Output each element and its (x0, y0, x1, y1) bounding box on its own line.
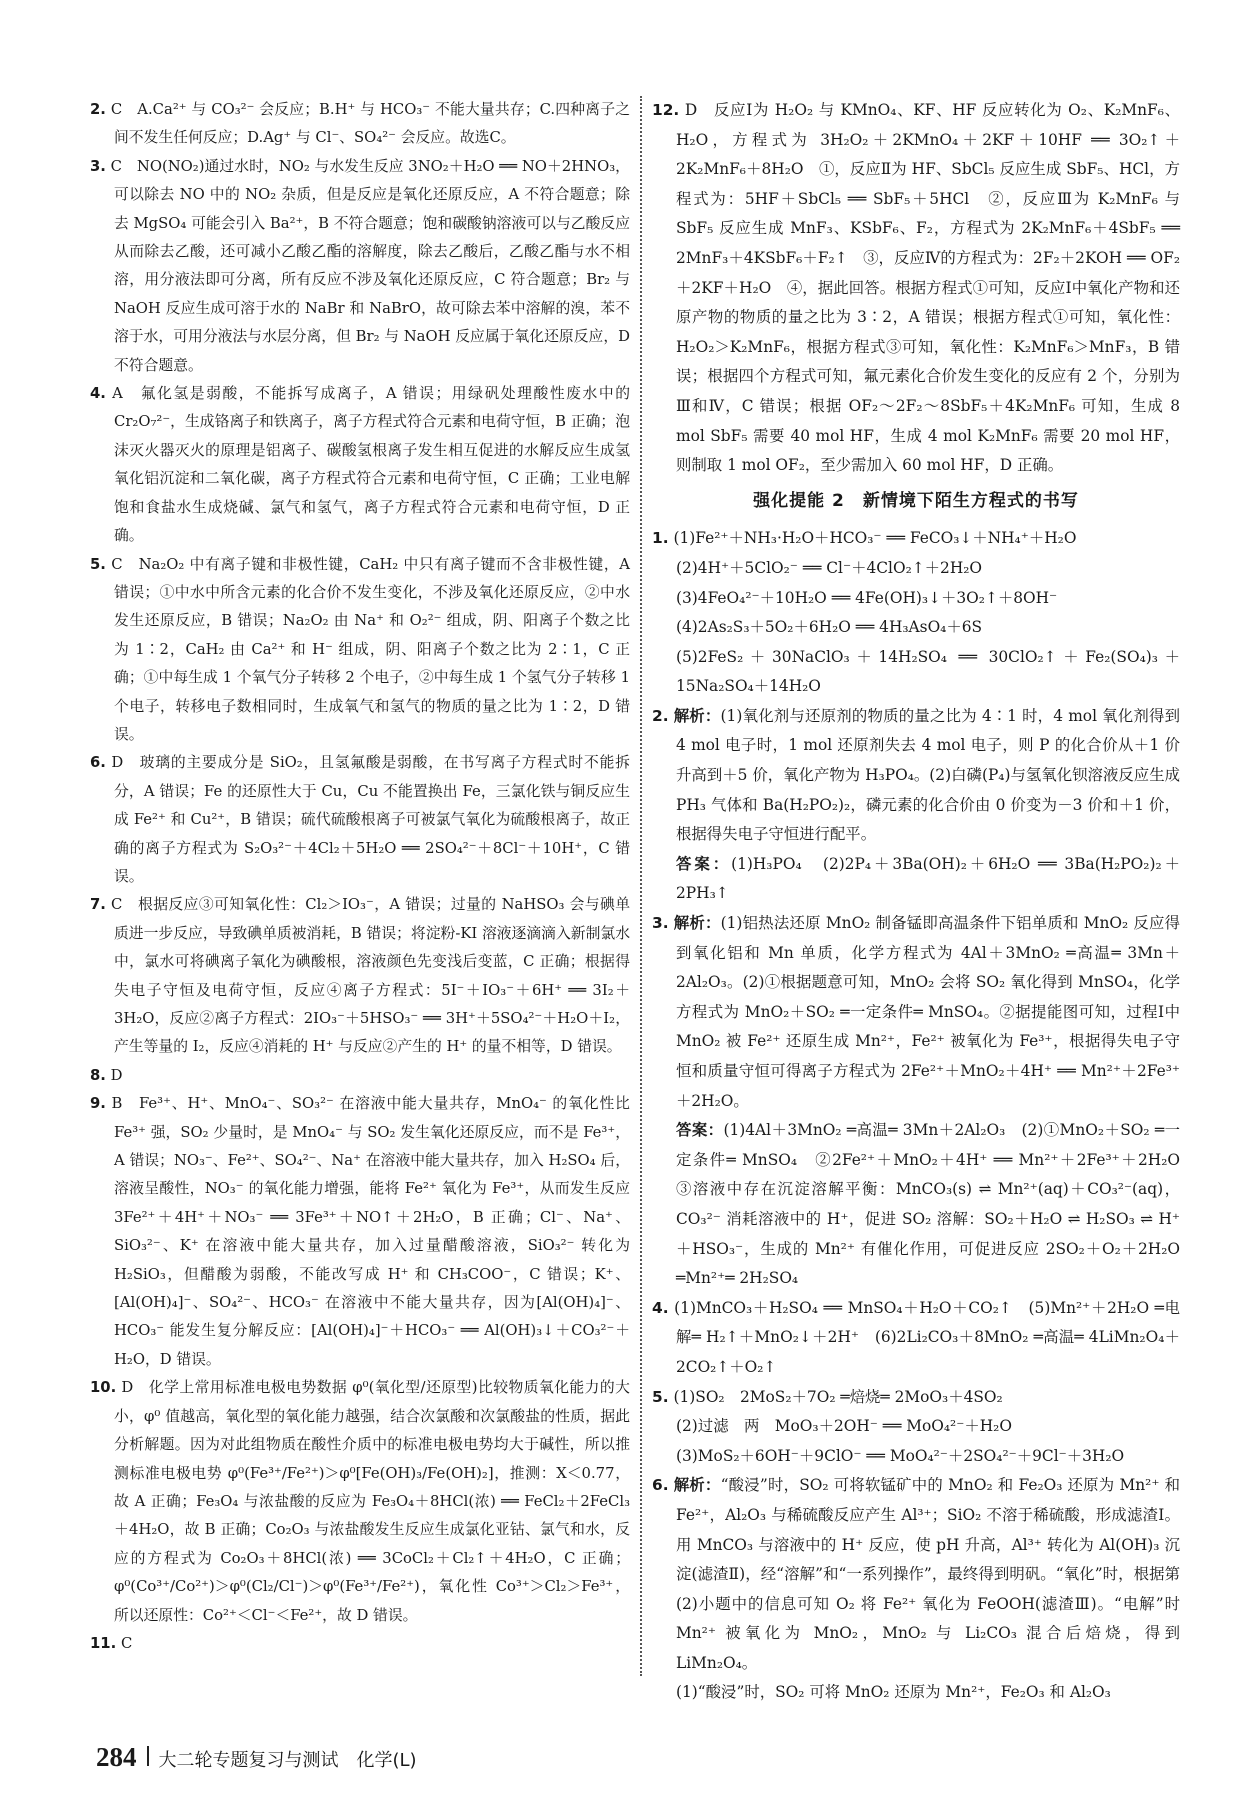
answer-item: 2. C A.Ca²⁺ 与 CO₃²⁻ 会反应；B.H⁺ 与 HCO₃⁻ 不能大量共存；C.四种离子之间不发生任何反应；D.Ag⁺ 与 Cl⁻、SO₄²⁻ 会反应。故选C。 (90, 101, 630, 147)
page-footer (96, 1742, 417, 1773)
answer-line: 答案：(1)H₃PO₄ (2)2P₄＋3Ba(OH)₂＋6H₂O ══ 3Ba(H₂PO₂)₂＋2PH₃↑ (676, 854, 1180, 903)
answer-line: (5)2FeS₂＋30NaClO₃＋14H₂SO₄ ══ 30ClO₂↑＋Fe₂(SO₄)₃＋15Na₂SO₄＋14H₂O (676, 647, 1180, 696)
book-title: 大二轮专题复习与测试 化学(L) (158, 1750, 417, 1771)
footer-separator (147, 1746, 149, 1766)
answer-line: (2)4H⁺＋5ClO₂⁻ ══ Cl⁻＋4ClO₂↑＋2H₂O (676, 558, 983, 577)
section-title: 强化提能 2 新情境下陌生方程式的书写 (753, 490, 1079, 511)
answer-item: 8. D (90, 1066, 123, 1084)
answer-line: (4)2As₂S₃＋5O₂＋6H₂O ══ 4H₃AsO₄＋6S (676, 618, 983, 637)
answer-line: (2)过滤 两 MoO₃＋2OH⁻ ══ MoO₄²⁻＋H₂O (676, 1417, 1012, 1436)
answer-line: (1)“酸浸”时，SO₂ 可将 MnO₂ 还原为 Mn²⁺，Fe₂O₃ 和 Al₂O₃ (676, 1683, 1111, 1702)
answer-item: 9. B Fe³⁺、H⁺、MnO₄⁻、SO₃²⁻ 在溶液中能大量共存，MnO₄⁻ 的氧化性比 Fe³⁺ 强，SO₂ 少量时，是 MnO₄⁻ 与 SO₂ 发生氧化还原反应，而不是 Fe³⁺，A 错误；NO₃⁻、Fe²⁺、SO₄²⁻、Na⁺ 在溶液中能大量共存，加入 H₂SO₄ 后，溶液呈酸性，NO₃⁻ 的氧化能力增强，能将 Fe²⁺ 氧化为 Fe³⁺，从而发生反应 3Fe²⁺＋4H⁺＋NO₃⁻ ══ 3Fe³⁺＋NO↑＋2H₂O，B 正确；Cl⁻、Na⁺、SiO₃²⁻、K⁺ 在溶液中能大量共存，加入过量醋酸溶液，SiO₃²⁻ 转化为 H₂SiO₃，但醋酸为弱酸，不能改写成 H⁺ 和 CH₃COO⁻，C 错误；K⁺、[Al(OH)₄]⁻、SO₄²⁻、HCO₃⁻ 在溶液中不能大量共存，因为[Al(OH)₄]⁻、HCO₃⁻ 能发生复分解反应：[Al(OH)₄]⁻＋HCO₃⁻ ══ Al(OH)₃↓＋CO₃²⁻＋H₂O，D 错误。 (90, 1095, 630, 1368)
answer-item-2: 2. 解析：(1)氧化剂与还原剂的物质的量之比为 4∶1 时，4 mol 氧化剂得到 4 mol 电子时，1 mol 还原剂失去 4 mol 电子，则 P 的化合价从＋1 价升高到＋5 价，氧化产物为 H₃PO₄。(2)白磷(P₄)与氢氧化钡溶液反应生成 PH₃ 气体和 Ba(H₂PO₂)₂，磷元素的化合价由 0 价变为－3 价和＋1 价，根据得失电子守恒进行配平。 (652, 706, 1180, 844)
answer-line: (3)4FeO₄²⁻＋10H₂O ══ 4Fe(OH)₃↓＋3O₂↑＋8OH⁻ (676, 588, 1058, 607)
answer-item: 10. D 化学上常用标准电极电势数据 φ⁰(氧化型/还原型)比较物质氧化能力的大小，φ⁰ 值越高，氧化型的氧化能力越强，结合次氯酸和次氯酸盐的性质，据此分析解题。因为对此组物质在酸性介质中的标准电极电势均大于碱性，所以推测标准电极电势 φ⁰(Fe³⁺/Fe²⁺)＞φ⁰[Fe(OH)₃/Fe(OH)₂]，推测：X＜0.77，故 A 正确；Fe₃O₄ 与浓盐酸的反应为 Fe₃O₄＋8HCl(浓) ══ FeCl₂＋2FeCl₃＋4H₂O，故 B 正确；Co₂O₃ 与浓盐酸发生反应生成氯化亚钴、氯气和水，反应的方程式为 Co₂O₃＋8HCl(浓) ══ 3CoCl₂＋Cl₂↑＋4H₂O，C 正确；φ⁰(Co³⁺/Co²⁺)＞φ⁰(Cl₂/Cl⁻)＞φ⁰(Fe³⁺/Fe²⁺)，氧化性 Co³⁺＞Cl₂＞Fe³⁺，所以还原性：Co²⁺＜Cl⁻＜Fe²⁺，故 D 错误。 (90, 1379, 630, 1624)
answer-item-3: 3. 解析：(1)铝热法还原 MnO₂ 制备锰即高温条件下铝单质和 MnO₂ 反应得到氧化铝和 Mn 单质，化学方程式为 4Al＋3MnO₂ ═高温═ 3Mn＋2Al₂O₃。(2)①根据题意可知，MnO₂ 会将 SO₂ 氧化得到 MnSO₄，化学方程式为 MnO₂＋SO₂ ═一定条件═ MnSO₄。②据提能图可知，过程Ⅰ中 MnO₂ 被 Fe²⁺ 还原生成 Mn²⁺，Fe²⁺ 被氧化为 Fe³⁺，根据得失电子守恒和质量守恒可得离子方程式为 2Fe²⁺＋MnO₂＋4H⁺ ══ Mn²⁺＋2Fe³⁺＋2H₂O。 (652, 914, 1180, 1110)
answer-item: 4. A 氟化氢是弱酸，不能拆写成离子，A 错误；用绿矾处理酸性废水中的 Cr₂O₇²⁻，生成铬离子和铁离子，离子方程式符合元素和电荷守恒，B 正确；泡沫灭火器灭火的原理是铝离子、碳酸氢根离子发生相互促进的水解反应生成氢氧化铝沉淀和二氧化碳，离子方程式符合元素和电荷守恒，C 正确；工业电解饱和食盐水生成烧碱、氯气和氢气，离子方程式符合元素和电荷守恒，D 正确。 (90, 385, 630, 545)
answer-line: (3)MoS₂＋6OH⁻＋9ClO⁻ ══ MoO₄²⁻＋2SO₄²⁻＋9Cl⁻＋3H₂O (676, 1446, 1125, 1465)
answer-item: 3. C NO(NO₂)通过水时，NO₂ 与水发生反应 3NO₂＋H₂O ══ NO＋2HNO₃，可以除去 NO 中的 NO₂ 杂质，但是反应是氧化还原反应，A 不符合题意；除去 MgSO₄ 可能会引入 Ba²⁺，B 不符合题意；饱和碳酸钠溶液可以与乙酸反应从而除去乙酸，还可减小乙酸乙酯的溶解度，除去乙酸后，乙酸乙酯与水不相溶，用分液法即可分离，所有反应不涉及氧化还原反应，C 符合题意；Br₂ 与 NaOH 反应生成可溶于水的 NaBr 和 NaBrO，故可除去苯中溶解的溴，苯不溶于水，可用分液法与水层分离，但 Br₂ 与 NaOH 反应属于氧化还原反应，D 不符合题意。 (90, 157, 630, 374)
answer-item: 6. D 玻璃的主要成分是 SiO₂，且氢氟酸是弱酸，在书写离子方程式时不能拆分，A 错误；Fe 的还原性大于 Cu，Cu 不能置换出 Fe，三氯化铁与铜反应生成 Fe²⁺ 和 Cu²⁺，B 错误；硫代硫酸根离子可被氯气氧化为硫酸根离子，故正确的离子方程式为 S₂O₃²⁻＋4Cl₂＋5H₂O ══ 2SO₄²⁻＋8Cl⁻＋10H⁺，C 错误。 (90, 754, 630, 885)
right-column (652, 96, 1196, 1708)
left-column (90, 96, 630, 1658)
answer-item: 11. C (90, 1634, 133, 1652)
answer-item: 5. C Na₂O₂ 中有离子键和非极性键，CaH₂ 中只有离子键而不含非极性键，A 错误；①中水中所含元素的化合价不发生变化，不涉及氧化还原反应，②中水发生还原反应，B 错误；Na₂O₂ 由 Na⁺ 和 O₂²⁻ 组成，阴、阳离子个数之比为 1∶2，CaH₂ 由 Ca²⁺ 和 H⁻ 组成，阴、阳离子个数之比为 2∶1，C 正确；①中每生成 1 个氧气分子转移 2 个电子，②中每生成 1 个氢气分子转移 1 个电子，转移电子数相同时，生成氧气和氢气的物质的量之比为 1∶2，D 错误。 (90, 555, 630, 743)
answer-item-6: 6. 解析：“酸浸”时，SO₂ 可将软锰矿中的 MnO₂ 和 Fe₂O₃ 还原为 Mn²⁺ 和 Fe²⁺，Al₂O₃ 与稀硫酸反应产生 Al³⁺；SiO₂ 不溶于稀硫酸，形成滤渣Ⅰ。用 MnCO₃ 与溶液中的 H⁺ 反应，使 pH 升高，Al³⁺ 转化为 Al(OH)₃ 沉淀(滤渣Ⅱ)，经“溶解”和“一系列操作”，最终得到明矾。“氧化”时，根据第(2)小题中的信息可知 O₂ 将 Fe²⁺ 氧化为 FeOOH(滤渣Ⅲ)。“电解”时 Mn²⁺ 被氧化为 MnO₂，MnO₂ 与 Li₂CO₃ 混合后焙烧，得到 LiMn₂O₄。 (652, 1476, 1180, 1672)
answer-item-1: 1. (1)Fe²⁺＋NH₃·H₂O＋HCO₃⁻ ══ FeCO₃↓＋NH₄⁺＋H₂O (652, 529, 1077, 548)
page-number: 284 (96, 1742, 137, 1772)
answer-item-12: 12. D 反应Ⅰ为 H₂O₂ 与 KMnO₄、KF、HF 反应转化为 O₂、K₂MnF₆、H₂O，方程式为 3H₂O₂＋2KMnO₄＋2KF＋10HF ══ 3O₂↑＋2K₂MnF₆＋8H₂O ①，反应Ⅱ为 HF、SbCl₅ 反应生成 SbF₅、HCl，方程式为：5HF＋SbCl₅ ══ SbF₅＋5HCl ②，反应Ⅲ为 K₂MnF₆ 与 SbF₅ 反应生成 MnF₃、KSbF₆、F₂，方程式为 2K₂MnF₆＋4SbF₅ ══ 2MnF₃＋4KSbF₆＋F₂↑ ③，反应Ⅳ的方程式为：2F₂＋2KOH ══ OF₂＋2KF＋H₂O ④，据此回答。根据方程式①可知，反应Ⅰ中氧化产物和还原产物的物质的量之比为 3∶2，A 错误；根据方程式①可知，氧化性：H₂O₂＞K₂MnF₆，根据方程式③可知，氧化性：K₂MnF₆＞MnF₃，B 错误；根据四个方程式可知，氟元素化合价发生变化的反应有 2 个，分别为Ⅲ和Ⅳ，C 错误；根据 OF₂～2F₂～8SbF₅＋4K₂MnF₆ 可知，生成 8 mol SbF₅ 需要 40 mol HF，生成 4 mol K₂MnF₆ 需要 20 mol HF，则制取 1 mol OF₂，至少需加入 60 mol HF，D 正确。 (652, 101, 1180, 475)
answer-item-5: 5. (1)SO₂ 2MoS₂＋7O₂ ═焙烧═ 2MoO₃＋4SO₂ (652, 1387, 1003, 1406)
answer-item-4: 4. (1)MnCO₃＋H₂SO₄ ══ MnSO₄＋H₂O＋CO₂↑ (5)Mn²⁺＋2H₂O ═电解═ H₂↑＋MnO₂↓＋2H⁺ (6)2Li₂CO₃＋8MnO₂ ═高温═ 4LiMn₂O₄＋2CO₂↑＋O₂↑ (652, 1298, 1180, 1376)
column-divider (640, 96, 642, 1676)
answer-item: 7. C 根据反应③可知氧化性：Cl₂＞IO₃⁻，A 错误；过量的 NaHSO₃ 会与碘单质进一步反应，导致碘单质被消耗，B 错误；将淀粉-KI 溶液逐滴滴入新制氯水中，氯水可将碘离子氧化为碘酸根，溶液颜色先变浅后变蓝，C 正确；根据得失电子守恒及电荷守恒，反应④离子方程式：5I⁻＋IO₃⁻＋6H⁺ ══ 3I₂＋3H₂O，反应②离子方程式：2IO₃⁻＋5HSO₃⁻ ══ 3H⁺＋5SO₄²⁻＋H₂O＋I₂，产生等量的 I₂，反应④消耗的 H⁺ 与反应②产生的 H⁺ 的量不相等，D 错误。 (90, 896, 630, 1056)
answer-line: 答案：(1)4Al＋3MnO₂ ═高温═ 3Mn＋2Al₂O₃ (2)①MnO₂＋SO₂ ═一定条件═ MnSO₄ ②2Fe²⁺＋MnO₂＋4H⁺ ══ Mn²⁺＋2Fe³⁺＋2H₂O ③溶液中存在沉淀溶解平衡：MnCO₃(s) ⇌ Mn²⁺(aq)＋CO₃²⁻(aq)，CO₃²⁻ 消耗溶液中的 H⁺，促进 SO₂ 溶解：SO₂＋H₂O ⇌ H₂SO₃ ⇌ H⁺＋HSO₃⁻，生成的 Mn²⁺ 有催化作用，可促进反应 2SO₂＋O₂＋2H₂O ═Mn²⁺═ 2H₂SO₄ (676, 1121, 1196, 1288)
